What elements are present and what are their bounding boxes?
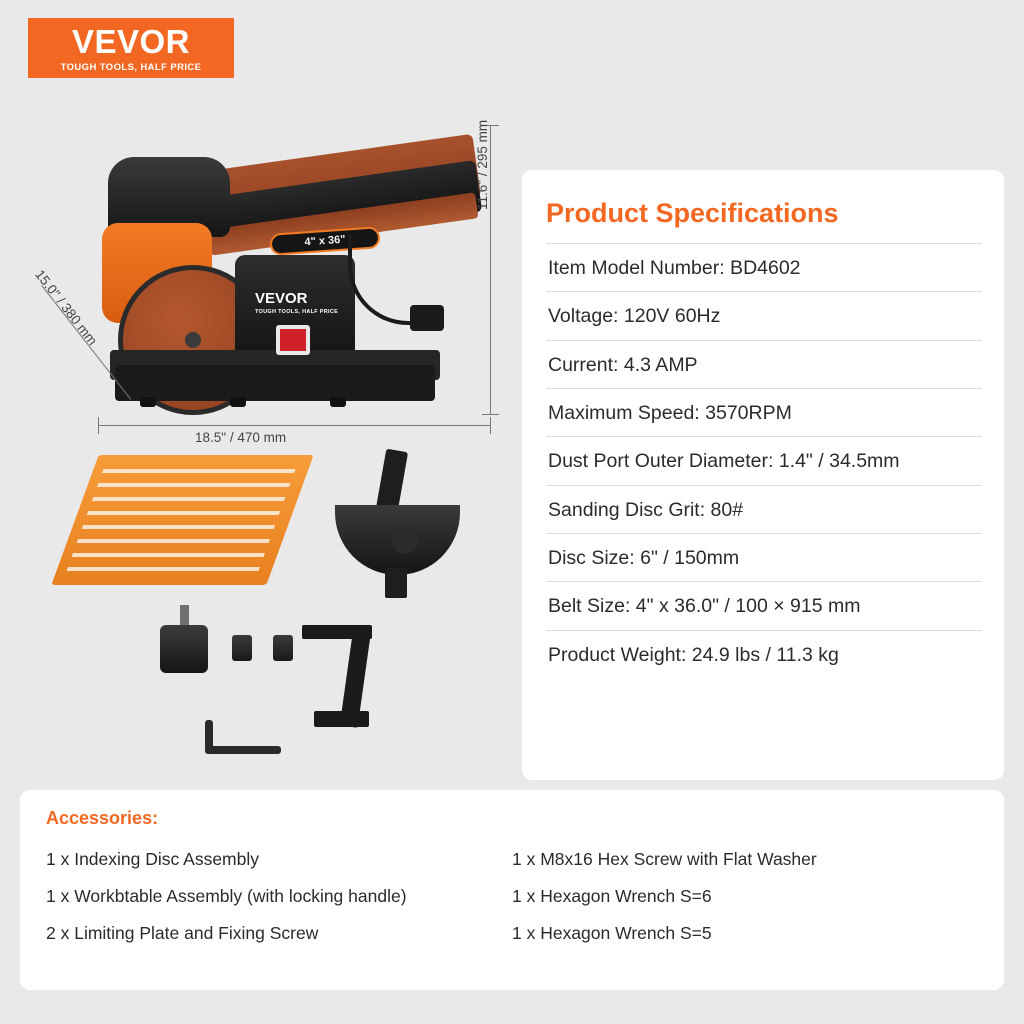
base-foot xyxy=(140,397,156,407)
limiting-plate-foot xyxy=(314,711,369,727)
spec-row-max-speed: Maximum Speed: 3570RPM xyxy=(546,388,982,436)
brand-name: VEVOR xyxy=(71,23,191,60)
accessories-card xyxy=(20,790,1004,990)
spec-row-voltage: Voltage: 120V 60Hz xyxy=(546,291,982,339)
power-switch[interactable] xyxy=(276,325,310,355)
spec-row-weight: Product Weight: 24.9 lbs / 11.3 kg xyxy=(546,630,982,678)
worktable-assembly-illustration xyxy=(51,455,313,585)
height-dimension-label: 11.6" / 295 mm xyxy=(475,119,490,210)
accessories-title: Accessories: xyxy=(46,808,159,828)
product-brand-badge-name: VEVOR xyxy=(255,290,308,307)
specifications-title: Product Specifications xyxy=(546,198,839,228)
width-dimension-label: 18.5" / 470 mm xyxy=(195,430,287,445)
miter-knob xyxy=(392,528,418,554)
hexagon-wrench-illustration xyxy=(205,720,281,760)
accessory-item: 1 x M8x16 Hex Screw with Flat Washer xyxy=(512,849,817,869)
belt-disc-sander-illustration xyxy=(80,125,500,445)
limiting-plate-illustration xyxy=(302,625,377,725)
brand-logo xyxy=(28,18,234,78)
accessory-item: 1 x Indexing Disc Assembly xyxy=(46,849,260,869)
spec-row-belt-size: Belt Size: 4" x 36.0" / 100 × 915 mm xyxy=(546,581,982,629)
width-dimension-line xyxy=(98,425,490,426)
base-plate xyxy=(115,365,435,401)
height-dimension-cap-bottom xyxy=(482,414,499,415)
brand-tagline: TOUGH TOOLS, HALF PRICE xyxy=(60,62,202,73)
base-foot xyxy=(330,397,346,407)
hex-screw-illustration xyxy=(273,635,293,661)
accessories-left-column xyxy=(46,841,512,952)
hex-screw-illustration xyxy=(232,635,252,661)
spec-row-current: Current: 4.3 AMP xyxy=(546,340,982,388)
product-illustration xyxy=(20,100,520,800)
chuck-stem xyxy=(180,605,189,627)
chuck-illustration xyxy=(160,625,208,673)
height-dimension-line xyxy=(490,125,491,415)
miter-tab xyxy=(385,568,407,598)
width-dimension-cap-left xyxy=(98,417,99,434)
spec-row-disc-grit: Sanding Disc Grit: 80# xyxy=(546,485,982,533)
indexing-disc-assembly-illustration xyxy=(330,450,460,590)
accessory-item: 1 x Hexagon Wrench S=6 xyxy=(512,886,712,906)
specifications-card xyxy=(522,170,1004,780)
width-dimension-cap-right xyxy=(490,417,491,434)
accessory-item: 1 x Workbtable Assembly (with locking handle) xyxy=(46,886,407,906)
power-plug xyxy=(410,305,444,331)
depth-dimension-label: 15.0" / 380 mm xyxy=(32,267,101,349)
product-brand-badge xyxy=(255,290,338,315)
accessories-right-column xyxy=(512,841,978,952)
accessory-item: 2 x Limiting Plate and Fixing Screw xyxy=(46,923,319,943)
accessory-item: 1 x Hexagon Wrench S=5 xyxy=(512,923,712,943)
spec-row-disc-size: Disc Size: 6" / 150mm xyxy=(546,533,982,581)
spec-row-model: Item Model Number: BD4602 xyxy=(546,243,982,291)
spec-row-dust-port: Dust Port Outer Diameter: 1.4" / 34.5mm xyxy=(546,436,982,484)
base-foot xyxy=(230,397,246,407)
belt-size-label: 4" x 36" xyxy=(269,226,380,256)
disc-center-hub xyxy=(185,332,201,348)
product-brand-badge-tagline: TOUGH TOOLS, HALF PRICE xyxy=(255,309,339,315)
